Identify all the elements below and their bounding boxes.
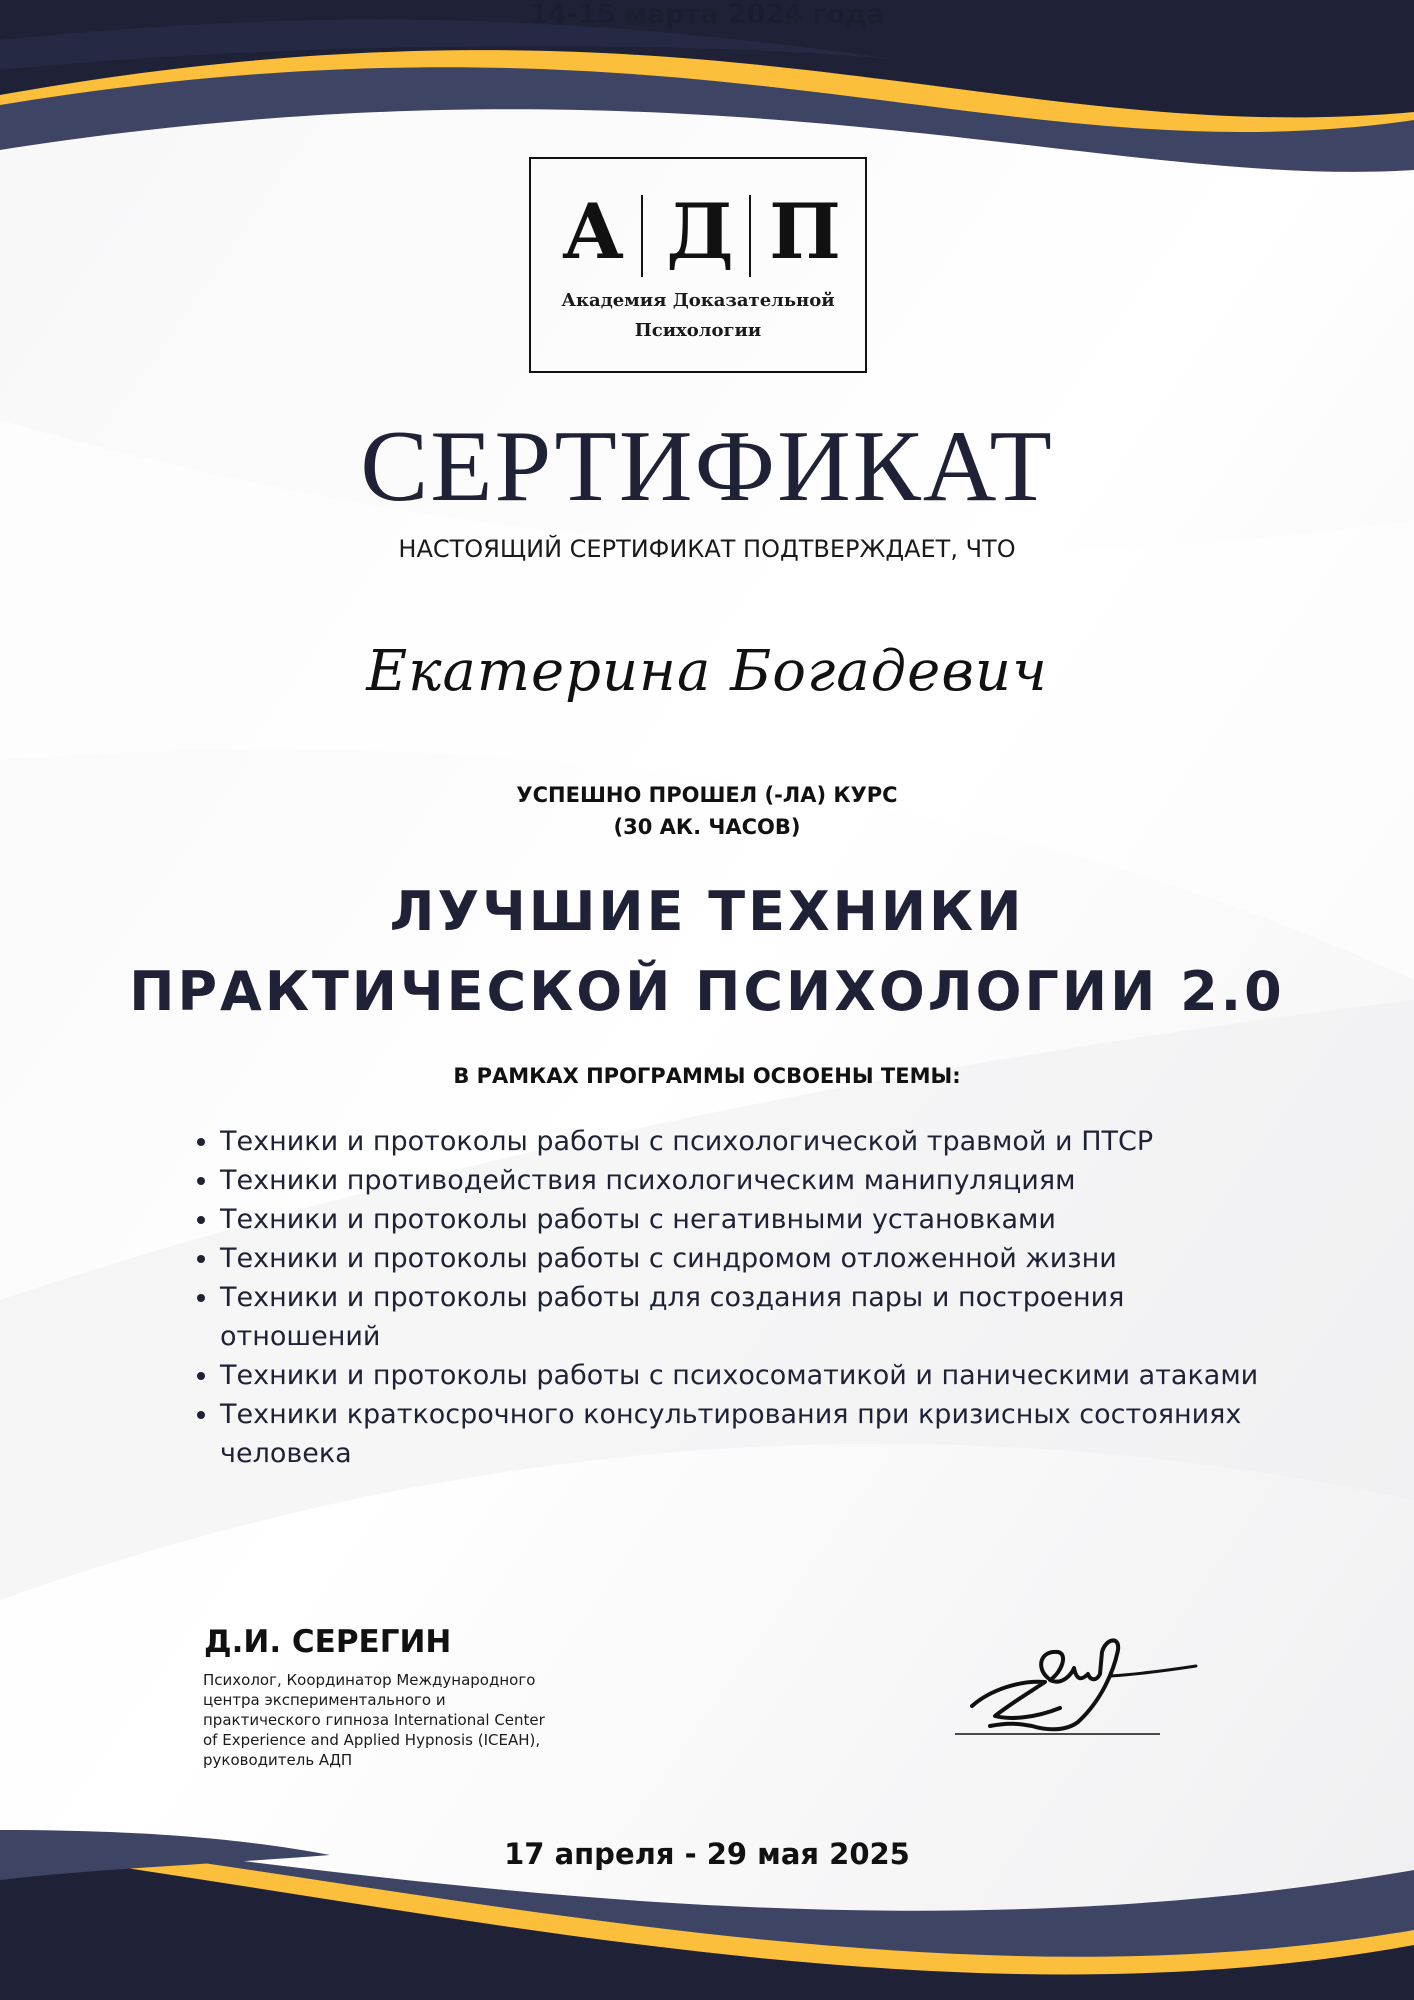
- confirm-text: НАСТОЯЩИЙ СЕРТИФИКАТ ПОДТВЕРЖДАЕТ, ЧТО: [398, 535, 1016, 563]
- list-item: • Техники и протоколы работы с негативными установками: [220, 1200, 1266, 1239]
- list-item: • Техники и протоколы работы с синдромом отложенной жизни: [220, 1239, 1266, 1278]
- course-title-line1: ЛУЧШИЕ ТЕХНИКИ: [389, 880, 1025, 943]
- list-item: • Техники и протоколы работы с психологической травмой и ПТСР: [220, 1122, 1266, 1161]
- logo-caption-line1: Академия Доказательной: [561, 290, 835, 311]
- list-item: • Техники и протоколы работы для создания пары и построения отношений: [220, 1278, 1266, 1356]
- certificate-title: СЕРТИФИКАТ: [360, 410, 1054, 523]
- academy-logo: [529, 157, 867, 373]
- logo-divider: [749, 195, 751, 277]
- signer-name: Д.И. СЕРЕГИН: [204, 1624, 452, 1660]
- list-item: • Техники и протоколы работы с психосоматикой и паническими атаками: [220, 1356, 1266, 1395]
- course-title-line2: ПРАКТИЧЕСКОЙ ПСИХОЛОГИИ 2.0: [129, 960, 1285, 1023]
- logo-caption-line2: Психологии: [634, 320, 762, 341]
- completion-line: УСПЕШНО ПРОШЕЛ (-ЛА) КУРС: [516, 783, 898, 807]
- logo-letter-d: Д: [666, 187, 734, 276]
- logo-caption: [531, 286, 865, 346]
- hours-line: (30 АК. ЧАСОВ): [613, 815, 801, 839]
- logo-letter-p: П: [769, 187, 841, 276]
- event-date: 14-15 марта 2024 года: [529, 0, 885, 30]
- signature-image: [950, 1630, 1200, 1760]
- signer-description: Психолог, Координатор Международного центра экспериментального и практического гипноза International Center of Experience and Applied Hypnosis (ICEAH), руководитель АДП: [203, 1671, 545, 1769]
- topics-list: [186, 1122, 1266, 1473]
- course-title: [0, 872, 1414, 1032]
- course-dates: 17 апреля - 29 мая 2025: [504, 1837, 910, 1871]
- list-item: • Техники краткосрочного консультирования при кризисных состояниях человека: [220, 1395, 1266, 1473]
- list-item: • Техники противодействия психологическим манипуляциям: [220, 1161, 1266, 1200]
- logo-divider: [641, 195, 643, 277]
- recipient-name: Екатерина Богадевич: [366, 639, 1048, 704]
- completion-statement: [0, 779, 1414, 843]
- topics-heading: В РАМКАХ ПРОГРАММЫ ОСВОЕНЫ ТЕМЫ:: [453, 1064, 961, 1088]
- logo-letter-a: А: [562, 187, 624, 276]
